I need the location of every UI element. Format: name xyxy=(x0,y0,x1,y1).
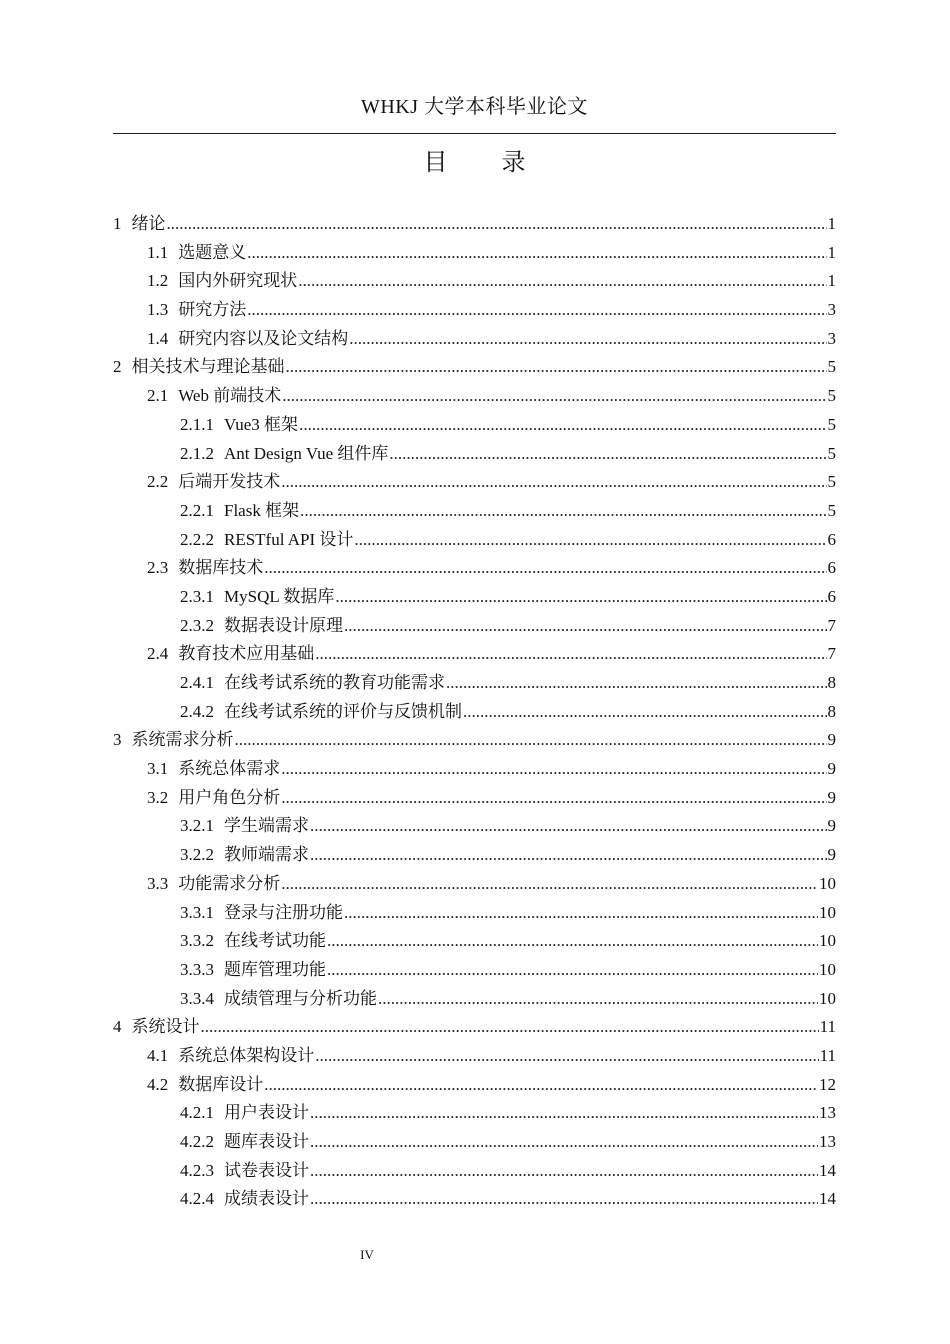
toc-dot-leader xyxy=(281,755,826,784)
toc-entry[interactable] xyxy=(113,411,836,440)
toc-entry[interactable] xyxy=(113,870,836,899)
toc-entry[interactable] xyxy=(113,1042,836,1071)
toc-entry-title: 登录与注册功能 xyxy=(224,902,343,922)
toc-dot-leader xyxy=(310,1099,818,1128)
table-of-contents xyxy=(113,210,836,1214)
toc-entry-title: 系统需求分析 xyxy=(131,730,234,750)
toc-dot-leader xyxy=(315,640,826,669)
toc-entry-title: 在线考试系统的教育功能需求 xyxy=(224,673,445,692)
toc-entry-page: 1 xyxy=(827,242,836,262)
toc-entry-page: 1 xyxy=(827,214,836,233)
toc-entry[interactable] xyxy=(113,899,836,928)
toc-entry-number: 3.3.4 xyxy=(180,988,214,1008)
toc-entry[interactable] xyxy=(113,1071,836,1100)
toc-entry-number: 2.2.2 xyxy=(180,529,214,549)
toc-entry-number: 3.2.2 xyxy=(180,845,214,865)
toc-entry-title: 研究方法 xyxy=(178,300,247,320)
toc-entry-page: 10 xyxy=(819,988,836,1008)
toc-dot-leader xyxy=(349,325,826,354)
toc-entry-page: 7 xyxy=(827,615,836,635)
toc-entry-number: 1 xyxy=(113,214,122,233)
toc-entry-number: 4 xyxy=(113,1017,122,1037)
toc-entry-number: 3.3.1 xyxy=(180,902,214,922)
toc-entry-page: 9 xyxy=(827,759,836,779)
toc-entry[interactable] xyxy=(113,239,836,268)
toc-entry-title: 用户表设计 xyxy=(224,1103,309,1123)
toc-entry-page: 14 xyxy=(819,1160,836,1180)
toc-title: 目 录 xyxy=(423,150,550,176)
toc-entry-page: 9 xyxy=(827,816,836,836)
toc-entry-title: 系统总体架构设计 xyxy=(178,1045,315,1065)
toc-entry-title: 数据库设计 xyxy=(178,1074,264,1094)
toc-entry-title: 系统设计 xyxy=(131,1017,200,1037)
toc-entry[interactable] xyxy=(113,755,836,784)
toc-entry-title: 成绩管理与分析功能 xyxy=(224,988,377,1008)
toc-entry[interactable] xyxy=(113,296,836,325)
toc-entry[interactable] xyxy=(113,698,836,727)
toc-dot-leader xyxy=(299,411,826,440)
toc-entry[interactable] xyxy=(113,583,836,612)
toc-entry-page: 10 xyxy=(819,931,836,951)
toc-dot-leader xyxy=(201,1013,819,1042)
toc-entry-number: 1.3 xyxy=(147,300,169,320)
toc-entry-number: 2.1.2 xyxy=(180,443,214,463)
toc-entry-number: 2.2.1 xyxy=(180,500,214,520)
toc-entry[interactable] xyxy=(113,927,836,956)
toc-entry-page: 3 xyxy=(827,300,836,320)
toc-entry-title: 试卷表设计 xyxy=(224,1160,309,1180)
toc-entry-number: 2.3 xyxy=(147,558,169,578)
toc-entry[interactable] xyxy=(113,985,836,1014)
toc-entry-page: 7 xyxy=(827,644,836,664)
toc-entry-title: 教育技术应用基础 xyxy=(178,644,315,664)
toc-dot-leader xyxy=(344,612,827,641)
toc-dot-leader xyxy=(354,526,826,555)
toc-entry-page: 5 xyxy=(827,472,836,492)
toc-dot-leader xyxy=(310,1128,818,1157)
toc-entry-number: 1.4 xyxy=(147,328,169,348)
toc-entry-title: 题库管理功能 xyxy=(224,959,326,979)
toc-entry[interactable] xyxy=(113,1157,836,1186)
toc-entry-title: 成绩表设计 xyxy=(224,1189,309,1209)
toc-entry-number: 3 xyxy=(113,730,122,750)
toc-entry[interactable] xyxy=(113,640,836,669)
toc-entry-page: 10 xyxy=(819,902,836,922)
toc-entry-number: 2.4.2 xyxy=(180,701,214,721)
toc-entry-page: 5 xyxy=(827,500,836,520)
toc-entry[interactable] xyxy=(113,812,836,841)
toc-entry-page: 8 xyxy=(827,701,836,721)
toc-dot-leader xyxy=(315,1042,818,1071)
toc-dot-leader xyxy=(264,1071,818,1100)
toc-entry-title: RESTful API 设计 xyxy=(224,529,354,549)
toc-entry[interactable] xyxy=(113,1128,836,1157)
toc-entry[interactable] xyxy=(113,526,836,555)
toc-entry-page: 11 xyxy=(819,1017,836,1037)
toc-entry-number: 2.1 xyxy=(147,386,169,406)
toc-entry-page: 3 xyxy=(827,328,836,348)
document-header: WHKJ 大学本科毕业论文 xyxy=(360,96,589,118)
toc-entry-number: 2.4.1 xyxy=(180,673,214,692)
toc-dot-leader xyxy=(389,440,826,469)
toc-entry-title: 在线考试系统的评价与反馈机制 xyxy=(224,701,462,721)
toc-dot-leader xyxy=(327,927,818,956)
toc-entry[interactable] xyxy=(113,382,836,411)
toc-entry-title: 绪论 xyxy=(131,214,166,233)
toc-entry-title: 在线考试功能 xyxy=(224,931,326,951)
toc-entry[interactable] xyxy=(113,267,836,296)
toc-entry-page: 9 xyxy=(827,845,836,865)
toc-dot-leader xyxy=(446,669,827,698)
toc-entry-number: 3.3 xyxy=(147,873,169,893)
toc-entry-number: 1.1 xyxy=(147,242,169,262)
toc-entry-number: 1.2 xyxy=(147,271,169,291)
toc-entry[interactable] xyxy=(113,353,836,382)
toc-entry-title: 学生端需求 xyxy=(224,816,309,836)
toc-dot-leader xyxy=(310,812,827,841)
toc-entry-title: 后端开发技术 xyxy=(178,472,281,492)
toc-entry[interactable] xyxy=(113,669,836,698)
toc-entry[interactable] xyxy=(113,468,836,497)
toc-entry-page: 6 xyxy=(827,558,836,578)
toc-entry[interactable] xyxy=(113,554,836,583)
toc-entry-title: 用户角色分析 xyxy=(178,787,281,807)
toc-entry-number: 4.1 xyxy=(147,1045,169,1065)
toc-dot-leader xyxy=(264,554,826,583)
toc-dot-leader xyxy=(235,726,827,755)
toc-entry-number: 3.3.3 xyxy=(180,959,214,979)
toc-entry[interactable] xyxy=(113,497,836,526)
toc-dot-leader xyxy=(281,870,818,899)
toc-entry-number: 3.1 xyxy=(147,759,169,779)
toc-entry-page: 10 xyxy=(819,959,836,979)
toc-dot-leader xyxy=(282,382,826,411)
toc-dot-leader xyxy=(281,468,826,497)
toc-entry-title: 数据库技术 xyxy=(178,558,264,578)
toc-dot-leader xyxy=(281,784,826,813)
toc-dot-leader xyxy=(463,698,827,727)
toc-entry-number: 4.2.3 xyxy=(180,1160,214,1180)
toc-entry-title: 数据表设计原理 xyxy=(224,615,343,635)
toc-dot-leader xyxy=(310,1157,818,1186)
toc-entry-title: 系统总体需求 xyxy=(178,759,281,779)
toc-entry[interactable] xyxy=(113,612,836,641)
toc-entry-page: 6 xyxy=(827,586,836,606)
toc-entry-title: Ant Design Vue 组件库 xyxy=(224,443,389,463)
header-divider xyxy=(113,133,836,134)
toc-dot-leader xyxy=(310,841,827,870)
toc-entry-number: 3.2 xyxy=(147,787,169,807)
toc-entry[interactable] xyxy=(113,440,836,469)
toc-dot-leader xyxy=(300,497,826,526)
toc-entry-title: 教师端需求 xyxy=(224,845,309,865)
toc-entry-page: 5 xyxy=(827,357,836,377)
toc-entry-title: 相关技术与理论基础 xyxy=(131,357,285,377)
toc-entry-page: 13 xyxy=(819,1103,836,1123)
toc-dot-leader xyxy=(286,353,827,382)
toc-entry-page: 6 xyxy=(827,529,836,549)
toc-entry-title: 题库表设计 xyxy=(224,1132,309,1151)
toc-entry-number: 4.2 xyxy=(147,1074,169,1094)
toc-dot-leader xyxy=(335,583,826,612)
toc-entry[interactable] xyxy=(113,1185,836,1214)
toc-dot-leader xyxy=(344,899,818,928)
toc-entry-number: 2 xyxy=(113,357,122,377)
toc-entry-number: 2.2 xyxy=(147,472,169,492)
toc-entry[interactable] xyxy=(113,1099,836,1128)
toc-entry[interactable] xyxy=(113,784,836,813)
toc-dot-leader xyxy=(378,985,818,1014)
toc-entry-title: 功能需求分析 xyxy=(178,873,281,893)
toc-entry[interactable] xyxy=(113,956,836,985)
toc-entry[interactable] xyxy=(113,841,836,870)
toc-dot-leader xyxy=(327,956,818,985)
toc-entry-page: 12 xyxy=(819,1074,836,1094)
toc-entry-title: 国内外研究现状 xyxy=(178,271,298,291)
toc-entry-number: 4.2.2 xyxy=(180,1132,214,1151)
toc-entry[interactable] xyxy=(113,325,836,354)
toc-entry-page: 14 xyxy=(819,1189,836,1209)
toc-entry-page: 8 xyxy=(827,673,836,692)
toc-entry[interactable] xyxy=(113,1013,836,1042)
toc-entry-number: 4.2.1 xyxy=(180,1103,214,1123)
toc-entry-page: 9 xyxy=(827,787,836,807)
toc-dot-leader xyxy=(298,267,826,296)
toc-entry-number: 2.3.1 xyxy=(180,586,214,606)
toc-entry-page: 9 xyxy=(827,730,836,750)
toc-entry-number: 3.2.1 xyxy=(180,816,214,836)
toc-entry-number: 2.3.2 xyxy=(180,615,214,635)
toc-entry-title: Flask 框架 xyxy=(224,500,300,520)
toc-entry-page: 5 xyxy=(827,443,836,463)
toc-entry-title: 选题意义 xyxy=(178,242,247,262)
toc-dot-leader xyxy=(247,296,826,325)
footer-page-number: IV xyxy=(360,1247,374,1262)
toc-entry-title: 研究内容以及论文结构 xyxy=(178,328,349,348)
toc-entry-page: 10 xyxy=(819,873,836,893)
toc-entry-page: 5 xyxy=(827,386,836,406)
toc-entry-page: 11 xyxy=(819,1045,836,1065)
toc-entry-number: 3.3.2 xyxy=(180,931,214,951)
toc-entry-number: 2.1.1 xyxy=(180,414,214,434)
toc-entry-page: 13 xyxy=(819,1132,836,1151)
toc-entry-page: 5 xyxy=(827,414,836,434)
toc-entry[interactable] xyxy=(113,726,836,755)
toc-entry-number: 2.4 xyxy=(147,644,169,664)
toc-entry[interactable] xyxy=(113,210,836,239)
toc-dot-leader xyxy=(247,239,826,268)
toc-dot-leader xyxy=(167,210,827,239)
toc-entry-number: 4.2.4 xyxy=(180,1189,214,1209)
toc-entry-title: Web 前端技术 xyxy=(178,386,282,406)
toc-entry-title: Vue3 框架 xyxy=(224,414,299,434)
toc-entry-title: MySQL 数据库 xyxy=(224,586,335,606)
toc-dot-leader xyxy=(310,1185,818,1214)
toc-entry-page: 1 xyxy=(827,271,836,291)
